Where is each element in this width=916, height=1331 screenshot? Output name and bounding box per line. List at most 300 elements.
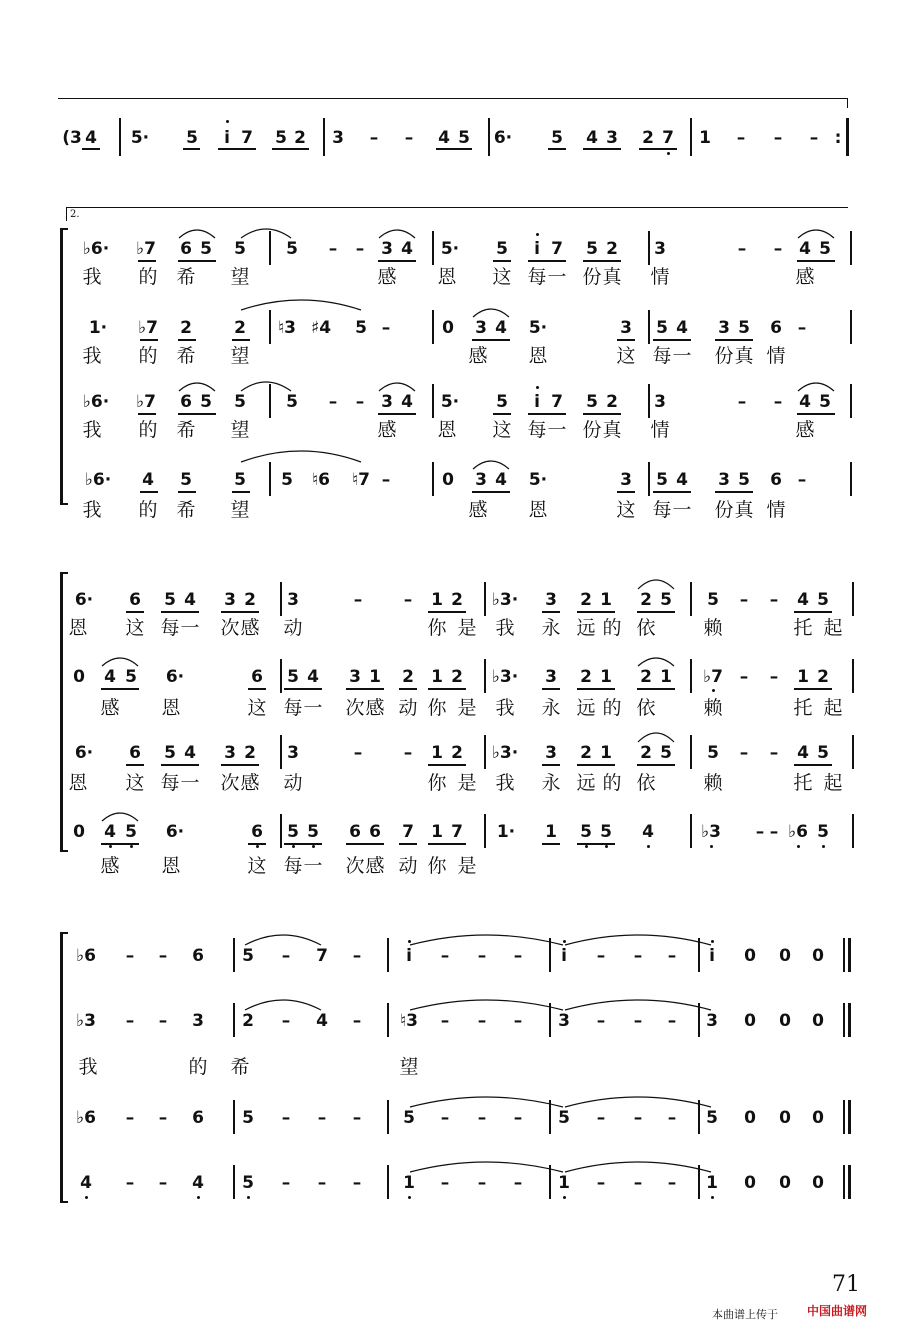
note: – xyxy=(404,128,414,148)
note: – xyxy=(596,1011,606,1031)
note: 3 xyxy=(224,590,236,610)
note: 7 xyxy=(451,822,463,842)
note: 6· xyxy=(74,590,94,610)
note: ♭3 xyxy=(76,1011,96,1031)
beam-underline xyxy=(653,491,691,493)
lyric: 恩 xyxy=(68,772,88,794)
octave-dot xyxy=(226,120,229,123)
note: ♭3· xyxy=(491,743,519,763)
octave-dot xyxy=(563,1196,566,1199)
barline xyxy=(852,814,854,848)
beam-underline xyxy=(140,339,158,341)
note: 5 xyxy=(656,470,668,490)
note: 3 xyxy=(545,667,557,687)
note: – xyxy=(797,318,807,338)
note: 3 xyxy=(381,239,393,259)
note: 5 xyxy=(660,590,672,610)
beam-underline xyxy=(126,764,144,766)
note: i xyxy=(534,392,540,412)
note: – xyxy=(352,1173,362,1193)
note: – xyxy=(739,743,749,763)
note: 5 xyxy=(287,667,299,687)
note: 0 xyxy=(442,318,454,338)
note: ♭6 xyxy=(788,822,808,842)
note: 3 xyxy=(475,318,487,338)
note: – xyxy=(737,239,747,259)
octave-dot xyxy=(605,845,608,848)
note: ♭3· xyxy=(491,667,519,687)
note: – xyxy=(158,946,168,966)
note: 3 xyxy=(718,318,730,338)
note: 6 xyxy=(192,1108,204,1128)
note: – xyxy=(477,946,487,966)
beam-underline xyxy=(493,260,511,262)
note: 2 xyxy=(242,1011,254,1031)
system-brace xyxy=(60,932,63,1203)
note: – xyxy=(352,1011,362,1031)
octave-dot xyxy=(536,386,539,389)
barline xyxy=(484,814,486,848)
beam-underline xyxy=(161,611,199,613)
note: 5 xyxy=(186,128,198,148)
note: ♭6 xyxy=(76,1108,96,1128)
note: 5 xyxy=(355,318,367,338)
octave-dot xyxy=(536,233,539,236)
note: 1 xyxy=(431,822,443,842)
beam-underline xyxy=(101,843,139,845)
octave-dot xyxy=(408,1196,411,1199)
lyric: 是 xyxy=(457,697,477,719)
octave-dot xyxy=(109,845,112,848)
note: 0 xyxy=(812,946,824,966)
tie-slur xyxy=(240,228,292,240)
lyric: 一 xyxy=(303,855,323,877)
note: 4 xyxy=(799,239,811,259)
beam-underline xyxy=(617,339,635,341)
system-brace-bottom xyxy=(60,850,68,852)
beam-underline xyxy=(617,491,635,493)
note: 5 xyxy=(242,946,254,966)
beam-underline xyxy=(428,764,466,766)
barline xyxy=(850,384,852,418)
barline xyxy=(269,310,271,344)
note: – xyxy=(809,128,819,148)
note: 5 xyxy=(600,822,612,842)
note: 3 xyxy=(192,1011,204,1031)
note: – xyxy=(596,1108,606,1128)
note: 7 xyxy=(316,946,328,966)
octave-dot xyxy=(130,845,133,848)
tie-slur xyxy=(178,382,216,393)
barline xyxy=(233,1165,235,1199)
note: – xyxy=(355,392,365,412)
barline xyxy=(233,1003,235,1037)
volta-label: 2. xyxy=(70,209,80,220)
lyric: 每 xyxy=(283,697,303,719)
barline xyxy=(648,310,650,344)
lyric: 一 xyxy=(180,617,200,639)
beam-underline xyxy=(284,843,322,845)
note: – xyxy=(633,1173,643,1193)
beam-underline xyxy=(715,339,753,341)
barline xyxy=(280,814,282,848)
lyric: 这 xyxy=(492,419,512,441)
note: 5 xyxy=(817,590,829,610)
beam-underline xyxy=(138,413,156,415)
note: – xyxy=(633,1108,643,1128)
note: 2 xyxy=(606,392,618,412)
lyric: 恩 xyxy=(437,419,457,441)
note: 5 xyxy=(496,239,508,259)
barline xyxy=(387,1003,389,1037)
lyric: 恩 xyxy=(528,345,548,367)
lyric: 的 xyxy=(138,499,158,521)
note: 1· xyxy=(88,318,108,338)
beam-underline xyxy=(542,688,560,690)
note: 4 xyxy=(307,667,319,687)
beam-underline xyxy=(161,764,199,766)
note: – xyxy=(353,743,363,763)
note: 5 xyxy=(281,470,293,490)
note: 2 xyxy=(640,743,652,763)
note: – xyxy=(769,822,779,842)
lyric: 真 xyxy=(734,499,754,521)
note: 3 xyxy=(706,1011,718,1031)
system-brace-top xyxy=(60,228,68,230)
beam-underline xyxy=(493,413,511,415)
lyric: 我 xyxy=(82,345,102,367)
lyric: 动 xyxy=(398,697,418,719)
tie-slur xyxy=(797,229,835,240)
barline xyxy=(387,1165,389,1199)
tie-slur xyxy=(178,229,216,240)
note: ♮3 xyxy=(278,318,296,338)
lyric: 你 xyxy=(427,617,447,639)
lyric: 感 xyxy=(468,499,488,521)
lyric: 真 xyxy=(602,266,622,288)
note: 4 xyxy=(85,128,97,148)
note: 0 xyxy=(779,1108,791,1128)
beam-underline xyxy=(472,339,510,341)
note: i xyxy=(561,946,567,966)
lyric: 感 xyxy=(795,266,815,288)
note: ♭3 xyxy=(701,822,721,842)
lyric: 赖 xyxy=(703,617,723,639)
lyric: 我 xyxy=(82,419,102,441)
lyric: 感 xyxy=(365,697,385,719)
note: – xyxy=(125,1173,135,1193)
beam-underline xyxy=(378,260,416,262)
note: ♭7 xyxy=(136,239,156,259)
note: 5 xyxy=(558,1108,570,1128)
note: – xyxy=(739,590,749,610)
lyric: 望 xyxy=(230,345,250,367)
note: 5 xyxy=(242,1173,254,1193)
note: – xyxy=(667,1011,677,1031)
beam-underline xyxy=(428,843,466,845)
note: 5 xyxy=(200,392,212,412)
tie-slur xyxy=(101,657,139,668)
beam-underline xyxy=(797,260,835,262)
note: 2 xyxy=(580,667,592,687)
note: 6 xyxy=(770,318,782,338)
note: 3 xyxy=(545,743,557,763)
note: 1 xyxy=(699,128,711,148)
note: 4 xyxy=(676,470,688,490)
tie-slur xyxy=(564,1096,712,1109)
lyric: 望 xyxy=(230,499,250,521)
final-bar xyxy=(843,1003,845,1037)
note: 3 xyxy=(224,743,236,763)
note: 6· xyxy=(493,128,513,148)
note: – xyxy=(353,590,363,610)
lyric: 这 xyxy=(125,772,145,794)
note: – xyxy=(769,590,779,610)
barline xyxy=(432,462,434,496)
lyric: 的 xyxy=(602,617,622,639)
note: 6 xyxy=(180,239,192,259)
beam-underline xyxy=(797,413,835,415)
note: – xyxy=(769,743,779,763)
lyric: 我 xyxy=(495,617,515,639)
note: 7 xyxy=(662,128,674,148)
octave-dot xyxy=(667,152,670,155)
beam-underline xyxy=(183,148,200,150)
note: 5· xyxy=(440,392,460,412)
lyric: 托 xyxy=(793,617,813,639)
system-brace xyxy=(60,572,63,852)
note: 4 xyxy=(642,822,654,842)
note: 4 xyxy=(586,128,598,148)
note: 2 xyxy=(817,667,829,687)
lyric: 我 xyxy=(495,697,515,719)
note: 1 xyxy=(558,1173,570,1193)
lyric: 希 xyxy=(176,266,196,288)
barline xyxy=(690,659,692,693)
note: 4 xyxy=(797,590,809,610)
octave-dot xyxy=(647,845,650,848)
beam-underline xyxy=(436,148,472,150)
note: 5 xyxy=(234,470,246,490)
note: 4 xyxy=(797,743,809,763)
beam-underline xyxy=(653,339,691,341)
lyric: 依 xyxy=(636,772,656,794)
beam-underline xyxy=(218,148,256,150)
tie-slur xyxy=(564,934,712,947)
lyric: 份 xyxy=(714,345,734,367)
note: 6 xyxy=(129,590,141,610)
barline xyxy=(488,118,490,156)
lyric: 远 xyxy=(576,697,596,719)
note: – xyxy=(281,1173,291,1193)
note: 2 xyxy=(244,743,256,763)
note: 0 xyxy=(442,470,454,490)
barline xyxy=(323,118,325,156)
site-logo: 中国曲谱网 xyxy=(807,1304,868,1318)
octave-dot xyxy=(563,940,566,943)
note: 1 xyxy=(600,590,612,610)
note: – xyxy=(328,239,338,259)
note: 5 xyxy=(706,1108,718,1128)
octave-dot xyxy=(822,845,825,848)
note: 6· xyxy=(165,667,185,687)
lyric: 情 xyxy=(766,499,786,521)
note: 1 xyxy=(431,667,443,687)
lyric: 依 xyxy=(636,617,656,639)
note: 1 xyxy=(797,667,809,687)
lyric: 恩 xyxy=(161,855,181,877)
note: 3 xyxy=(620,318,632,338)
note: 0 xyxy=(812,1108,824,1128)
octave-dot xyxy=(292,845,295,848)
lyric: 托 xyxy=(793,772,813,794)
beam-underline xyxy=(794,764,832,766)
note: 2 xyxy=(640,590,652,610)
note: 5· xyxy=(440,239,460,259)
note: 1 xyxy=(431,743,443,763)
note: 6· xyxy=(165,822,185,842)
barline xyxy=(852,582,854,616)
note: 1 xyxy=(431,590,443,610)
lyric: 这 xyxy=(492,266,512,288)
lyric: 的 xyxy=(138,419,158,441)
note: 4 xyxy=(192,1173,204,1193)
note: 3 xyxy=(558,1011,570,1031)
lyric: 恩 xyxy=(437,266,457,288)
note: 1 xyxy=(600,743,612,763)
note: 5 xyxy=(234,392,246,412)
note: – xyxy=(328,392,338,412)
volta-bracket xyxy=(66,207,848,208)
lyric: 这 xyxy=(616,499,636,521)
lyric: 感 xyxy=(240,617,260,639)
note: – xyxy=(381,470,391,490)
note: 2 xyxy=(642,128,654,148)
tie-slur xyxy=(378,229,416,240)
note: 5 xyxy=(200,239,212,259)
barline xyxy=(432,384,434,418)
note: – xyxy=(125,1011,135,1031)
note: – xyxy=(477,1011,487,1031)
tie-slur xyxy=(244,999,322,1012)
note: 2 xyxy=(451,667,463,687)
note: 5 xyxy=(819,239,831,259)
beam-underline xyxy=(472,491,510,493)
tie-slur xyxy=(240,299,362,312)
lyric: 动 xyxy=(398,855,418,877)
beam-underline xyxy=(542,843,560,845)
note: 5 xyxy=(817,743,829,763)
note: – xyxy=(440,1011,450,1031)
note: 6 xyxy=(129,743,141,763)
note: 5 xyxy=(275,128,287,148)
note: (3 xyxy=(62,128,82,148)
note: 3 xyxy=(475,470,487,490)
note: 6 xyxy=(349,822,361,842)
lyric: 这 xyxy=(616,345,636,367)
note: 5 xyxy=(287,822,299,842)
beam-underline xyxy=(178,413,216,415)
lyric: 这 xyxy=(125,617,145,639)
barline xyxy=(852,735,854,769)
final-bar-thick xyxy=(848,1165,851,1199)
lyric: 我 xyxy=(78,1056,98,1078)
lyric: 起 xyxy=(823,772,843,794)
note: 6 xyxy=(192,946,204,966)
lyric: 希 xyxy=(176,419,196,441)
note: 5 xyxy=(707,743,719,763)
barline xyxy=(484,659,486,693)
note: 6 xyxy=(369,822,381,842)
note: – xyxy=(596,1173,606,1193)
note: – xyxy=(158,1108,168,1128)
note: 2 xyxy=(580,590,592,610)
note: ♮7 xyxy=(352,470,370,490)
note: – xyxy=(281,1011,291,1031)
note: 5· xyxy=(528,318,548,338)
lyric: 份 xyxy=(582,266,602,288)
note: 0 xyxy=(779,1173,791,1193)
barline xyxy=(690,118,692,156)
octave-dot xyxy=(585,845,588,848)
lyric: 感 xyxy=(377,419,397,441)
note: 2 xyxy=(606,239,618,259)
beam-underline xyxy=(428,688,466,690)
lyric: 赖 xyxy=(703,772,723,794)
note: 2 xyxy=(640,667,652,687)
octave-dot xyxy=(256,845,259,848)
system-brace-top xyxy=(60,572,68,574)
beam-underline xyxy=(232,491,250,493)
barline xyxy=(432,310,434,344)
note: – xyxy=(281,1108,291,1128)
note: 2 xyxy=(180,318,192,338)
tie-slur xyxy=(244,934,322,947)
lyric: 望 xyxy=(230,419,250,441)
note: 6 xyxy=(251,822,263,842)
lyric: 永 xyxy=(541,617,561,639)
lyric: 一 xyxy=(672,499,692,521)
lyric: 一 xyxy=(303,697,323,719)
beam-underline xyxy=(284,688,322,690)
tie-slur xyxy=(637,732,675,744)
beam-underline xyxy=(637,688,675,690)
lyric: 我 xyxy=(495,772,515,794)
lyric: 希 xyxy=(176,345,196,367)
note: i xyxy=(709,946,715,966)
note: 1 xyxy=(545,822,557,842)
beam-underline xyxy=(248,688,266,690)
lyric: 的 xyxy=(188,1056,208,1078)
lyric: 的 xyxy=(138,345,158,367)
lyric: 希 xyxy=(230,1056,250,1078)
beam-underline xyxy=(178,339,196,341)
note: – xyxy=(158,1011,168,1031)
lyric: 远 xyxy=(576,772,596,794)
tie-slur xyxy=(240,450,362,464)
beam-underline xyxy=(794,611,832,613)
beam-underline xyxy=(528,260,566,262)
note: i xyxy=(224,128,230,148)
note: 5 xyxy=(580,822,592,842)
note: 4 xyxy=(799,392,811,412)
note: – xyxy=(381,318,391,338)
note: 3 xyxy=(545,590,557,610)
note: 0 xyxy=(73,822,85,842)
note: 5 xyxy=(242,1108,254,1128)
lyric: 每 xyxy=(160,617,180,639)
lyric: 一 xyxy=(672,345,692,367)
